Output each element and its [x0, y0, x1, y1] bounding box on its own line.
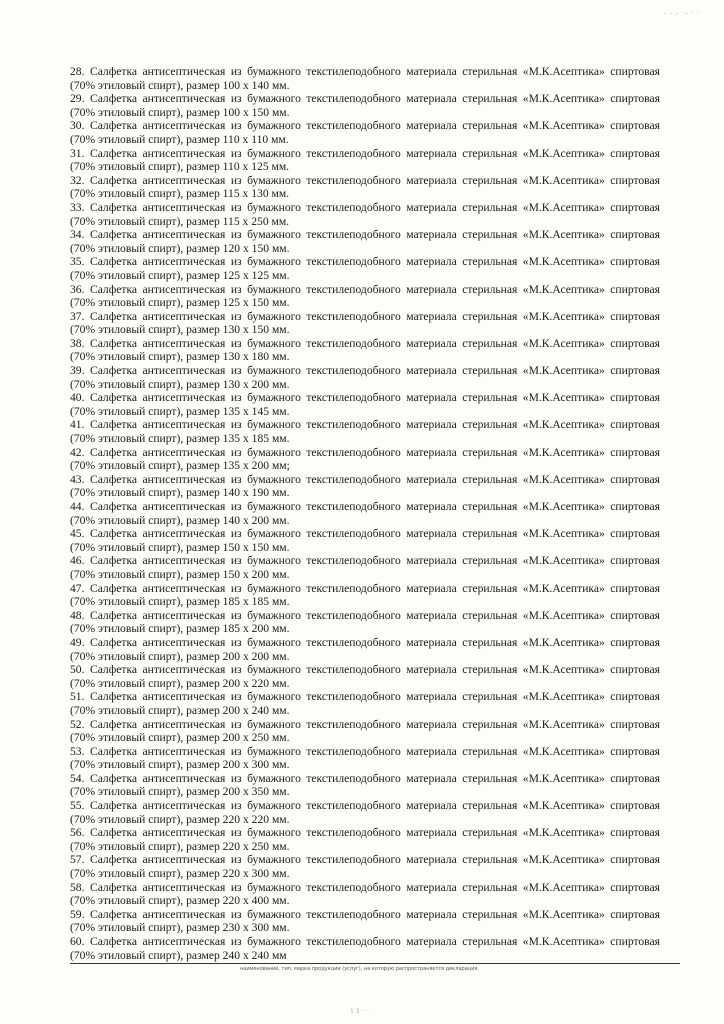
item-size: (70% этиловый спирт), размер 125 х 150 мм.: [70, 296, 290, 310]
item-description: 40. Салфетка антисептическая из бумажного текстилеподобного материала стерильная «М.К.Асептика» спиртовая: [70, 391, 660, 405]
list-item: [70, 554, 660, 581]
item-size: (70% этиловый спирт), размер 135 х 145 мм.: [70, 404, 290, 418]
item-description: 59. Салфетка антисептическая из бумажного текстилеподобного материала стерильная «М.К.Асептика» спиртовая: [70, 907, 660, 921]
item-size: (70% этиловый спирт), размер 240 х 240 мм: [70, 948, 287, 962]
item-size: (70% этиловый спирт), размер 125 х 125 мм.: [70, 268, 290, 282]
list-item: [70, 500, 660, 527]
item-size: (70% этиловый спирт), размер 130 х 180 мм.: [70, 350, 290, 364]
item-description: 51. Салфетка антисептическая из бумажного текстилеподобного материала стерильная «М.К.Асептика» спиртовая: [70, 690, 660, 704]
item-size: (70% этиловый спирт), размер 200 х 300 мм.: [70, 758, 290, 772]
item-size: (70% этиловый спирт), размер 200 х 200 мм.: [70, 649, 290, 663]
item-size: (70% этиловый спирт), размер 185 х 185 мм.: [70, 595, 290, 609]
list-item: [70, 418, 660, 445]
list-item: [70, 364, 660, 391]
item-description: 45. Салфетка антисептическая из бумажного текстилеподобного материала стерильная «М.К.Асептика» спиртовая: [70, 527, 660, 541]
item-size: (70% этиловый спирт), размер 115 х 130 мм.: [70, 187, 290, 201]
item-description: 32. Салфетка антисептическая из бумажного текстилеподобного материала стерильная «М.К.Асептика» спиртовая: [70, 173, 660, 187]
list-item: [70, 473, 660, 500]
item-description: 44. Салфетка антисептическая из бумажного текстилеподобного материала стерильная «М.К.Асептика» спиртовая: [70, 500, 660, 513]
item-description: 56. Салфетка антисептическая из бумажного текстилеподобного материала стерильная «М.К.Асептика» спиртовая: [70, 826, 660, 840]
item-size: (70% этиловый спирт), размер 220 х 400 мм.: [70, 894, 290, 908]
item-size: (70% этиловый спирт), размер 220 х 300 мм.: [70, 867, 290, 881]
item-size: (70% этиловый спирт), размер 135 х 200 мм;: [70, 459, 290, 473]
list-item: [70, 609, 660, 636]
item-description: 33. Салфетка антисептическая из бумажного текстилеподобного материала стерильная «М.К.Асептика» спиртовая: [70, 200, 660, 214]
item-description: 60. Салфетка антисептическая из бумажного текстилеподобного материала стерильная «М.К.Асептика» спиртовая: [70, 935, 660, 948]
item-size: (70% этиловый спирт), размер 150 х 150 мм.: [70, 540, 290, 554]
list-item: [70, 527, 660, 554]
item-description: 38. Салфетка антисептическая из бумажного текстилеподобного материала стерильная «М.К.Асептика» спиртовая: [70, 336, 660, 350]
item-description: 55. Салфетка антисептическая из бумажного текстилеподобного материала стерильная «М.К.Асептика» спиртовая: [70, 799, 660, 813]
list-item: [70, 65, 660, 92]
list-item: [70, 853, 660, 880]
scan-mark: - - - ·- · ·: [664, 10, 700, 17]
list-item: [70, 935, 660, 962]
page-number: 1 3 · · ·: [350, 1008, 371, 1015]
item-description: 46. Салфетка антисептическая из бумажного текстилеподобного материала стерильная «М.К.Асептика» спиртовая: [70, 554, 660, 568]
item-size: (70% этиловый спирт), размер 200 х 350 мм.: [70, 785, 290, 799]
item-size: (70% этиловый спирт), размер 185 х 200 мм.: [70, 622, 290, 636]
list-item: [70, 446, 660, 473]
list-item: [70, 826, 660, 853]
list-item: [70, 799, 660, 826]
list-item: [70, 908, 660, 935]
item-size: (70% этиловый спирт), размер 110 х 125 мм.: [70, 160, 290, 174]
list-item: [70, 119, 660, 146]
item-size: (70% этиловый спирт), размер 100 х 150 мм.: [70, 105, 290, 119]
item-description: 41. Салфетка антисептическая из бумажного текстилеподобного материала стерильная «М.К.Асептика» спиртовая: [70, 418, 660, 432]
item-description: 53. Салфетка антисептическая из бумажного текстилеподобного материала стерильная «М.К.Асептика» спиртовая: [70, 744, 660, 758]
item-description: 54. Салфетка антисептическая из бумажного текстилеподобного материала стерильная «М.К.Асептика» спиртовая: [70, 771, 660, 785]
item-list: [70, 65, 660, 962]
list-item: [70, 92, 660, 119]
list-item: [70, 174, 660, 201]
item-size: (70% этиловый спирт), размер 130 х 150 мм.: [70, 323, 290, 337]
list-item: [70, 582, 660, 609]
item-size: (70% этиловый спирт), размер 200 х 220 мм.: [70, 676, 290, 690]
item-size: (70% этиловый спирт), размер 120 х 150 мм.: [70, 241, 290, 255]
item-size: (70% этиловый спирт), размер 110 х 110 мм.: [70, 132, 289, 146]
item-size: (70% этиловый спирт), размер 115 х 250 мм.: [70, 214, 290, 228]
list-item: [70, 772, 660, 799]
item-size: (70% этиловый спирт), размер 220 х 250 мм.: [70, 839, 290, 853]
list-item: [70, 718, 660, 745]
list-item: [70, 690, 660, 717]
item-description: 34. Салфетка антисептическая из бумажного текстилеподобного материала стерильная «М.К.Асептика» спиртовая: [70, 228, 660, 242]
list-item: [70, 228, 660, 255]
footer-divider: [70, 963, 680, 964]
item-description: 39. Салфетка антисептическая из бумажного текстилеподобного материала стерильная «М.К.Асептика» спиртовая: [70, 364, 660, 378]
list-item: [70, 391, 660, 418]
item-size: (70% этиловый спирт), размер 140 х 190 мм.: [70, 486, 290, 500]
list-item: [70, 283, 660, 310]
item-description: 29. Салфетка антисептическая из бумажного текстилеподобного материала стерильная «М.К.Асептика» спиртовая: [70, 92, 660, 106]
item-size: (70% этиловый спирт), размер 230 х 300 мм.: [70, 921, 290, 935]
item-description: 43. Салфетка антисептическая из бумажного текстилеподобного материала стерильная «М.К.Асептика» спиртовая: [70, 472, 660, 486]
item-description: 48. Салфетка антисептическая из бумажного текстилеподобного материала стерильная «М.К.Асептика» спиртовая: [70, 608, 660, 622]
item-description: 57. Салфетка антисептическая из бумажного текстилеподобного материала стерильная «М.К.Асептика» спиртовая: [70, 853, 660, 867]
item-description: 47. Салфетка антисептическая из бумажного текстилеподобного материала стерильная «М.К.Асептика» спиртовая: [70, 581, 660, 595]
item-size: (70% этиловый спирт), размер 100 х 140 мм.: [70, 78, 290, 92]
list-item: [70, 881, 660, 908]
item-description: 42. Салфетка антисептическая из бумажного текстилеподобного материала стерильная «М.К.Асептика» спиртовая: [70, 445, 660, 459]
item-size: (70% этиловый спирт), размер 200 х 240 мм.: [70, 703, 290, 717]
list-item: [70, 147, 660, 174]
item-description: 52. Салфетка антисептическая из бумажного текстилеподобного материала стерильная «М.К.Асептика» спиртовая: [70, 717, 660, 731]
list-item: [70, 663, 660, 690]
list-item: [70, 745, 660, 772]
item-size: (70% этиловый спирт), размер 150 х 200 мм.: [70, 567, 290, 581]
item-description: 30. Салфетка антисептическая из бумажного текстилеподобного материала стерильная «М.К.Асептика» спиртовая: [70, 119, 660, 133]
item-size: (70% этиловый спирт), размер 200 х 250 мм.: [70, 731, 290, 745]
item-description: 28. Салфетка антисептическая из бумажного текстилеподобного материала стерильная «М.К.Асептика» спиртовая: [70, 65, 660, 78]
list-item: [70, 255, 660, 282]
list-item: [70, 636, 660, 663]
list-item: [70, 201, 660, 228]
item-description: 50. Салфетка антисептическая из бумажного текстилеподобного материала стерильная «М.К.Асептика» спиртовая: [70, 663, 660, 677]
item-description: 37. Салфетка антисептическая из бумажного текстилеподобного материала стерильная «М.К.Асептика» спиртовая: [70, 309, 660, 323]
item-description: 49. Салфетка антисептическая из бумажного текстилеподобного материала стерильная «М.К.Асептика» спиртовая: [70, 635, 660, 649]
item-size: (70% этиловый спирт), размер 135 х 185 мм.: [70, 432, 290, 446]
item-description: 58. Салфетка антисептическая из бумажного текстилеподобного материала стерильная «М.К.Асептика» спиртовая: [70, 880, 660, 894]
item-description: 31. Салфетка антисептическая из бумажного текстилеподобного материала стерильная «М.К.Асептика» спиртовая: [70, 146, 660, 160]
item-size: (70% этиловый спирт), размер 130 х 200 мм.: [70, 377, 290, 391]
list-item: [70, 337, 660, 364]
list-item: [70, 310, 660, 337]
item-size: (70% этиловый спирт), размер 220 х 220 мм.: [70, 812, 290, 826]
item-description: 36. Салфетка антисептическая из бумажного текстилеподобного материала стерильная «М.К.Асептика» спиртовая: [70, 282, 660, 296]
footer-caption: наименование, тип, марка продукции (услуг), на которую распространяется декларация: [240, 966, 478, 972]
item-description: 35. Салфетка антисептическая из бумажного текстилеподобного материала стерильная «М.К.Асептика» спиртовая: [70, 255, 660, 269]
item-size: (70% этиловый спирт), размер 140 х 200 мм.: [70, 513, 290, 527]
